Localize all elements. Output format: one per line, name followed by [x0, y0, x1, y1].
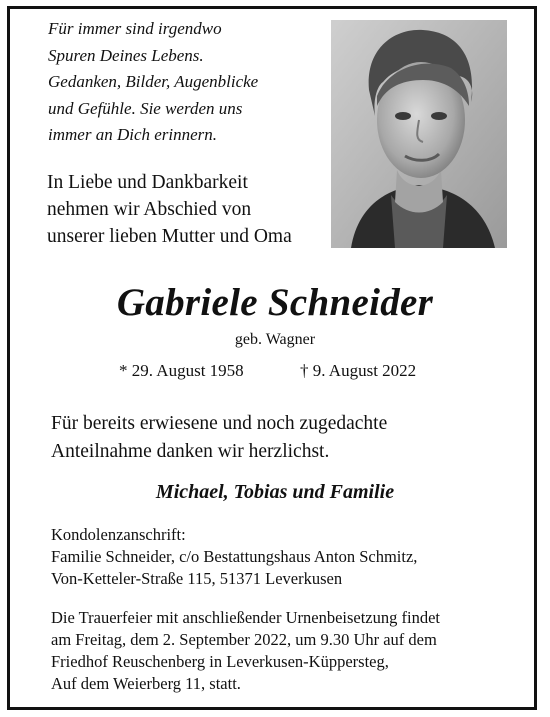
intro-line: nehmen wir Abschied von [47, 199, 252, 220]
ceremony-line: Die Trauerfeier mit anschließender Urnenbeisetzung findet [51, 608, 440, 627]
ceremony-line: Friedhof Reuschenberg in Leverkusen-Küppersteg, [51, 652, 389, 671]
death-date: † 9. August 2022 [300, 361, 417, 380]
poem-line: Für immer sind irgendwo [48, 19, 222, 38]
intro-line: In Liebe und Dankbarkeit [47, 172, 248, 193]
maiden-name: geb. Wagner [234, 331, 316, 348]
ceremony-info [51, 607, 440, 695]
address-line: Von-Ketteler-Straße 115, 51371 Leverkusen [51, 569, 343, 588]
ceremony-line: am Freitag, dem 2. September 2022, um 9.30 Uhr auf dem [51, 630, 437, 649]
thanks-text [51, 410, 387, 466]
poem-line: und Gefühle. Sie werden uns [48, 98, 243, 118]
address-line: Kondolenzanschrift: [51, 525, 186, 544]
deceased-name: Gabriele Schneider [116, 281, 434, 324]
thanks-line: Anteilnahme danken wir herzlichst. [51, 441, 330, 462]
poem-line: Gedanken, Bilder, Augenblicke [48, 72, 259, 91]
address-line: Familie Schneider, c/o Bestattungshaus Anton Schmitz, [51, 547, 418, 566]
poem-line: Spuren Deines Lebens. [48, 45, 204, 65]
ceremony-line: Auf dem Weierberg 11, statt. [51, 674, 241, 693]
poem [48, 16, 258, 149]
condolence-address [51, 524, 417, 590]
intro-text [47, 169, 292, 250]
family-signature: Michael, Tobias und Familie [155, 481, 395, 503]
portrait-photo [331, 20, 507, 248]
intro-line: unserer lieben Mutter und Oma [47, 226, 292, 247]
birth-date: * 29. August 1958 [119, 361, 244, 380]
portrait-photo-image [331, 20, 507, 248]
thanks-line: Für bereits erwiesene und noch zugedachte [51, 413, 388, 434]
poem-line: immer an Dich erinnern. [48, 125, 218, 144]
